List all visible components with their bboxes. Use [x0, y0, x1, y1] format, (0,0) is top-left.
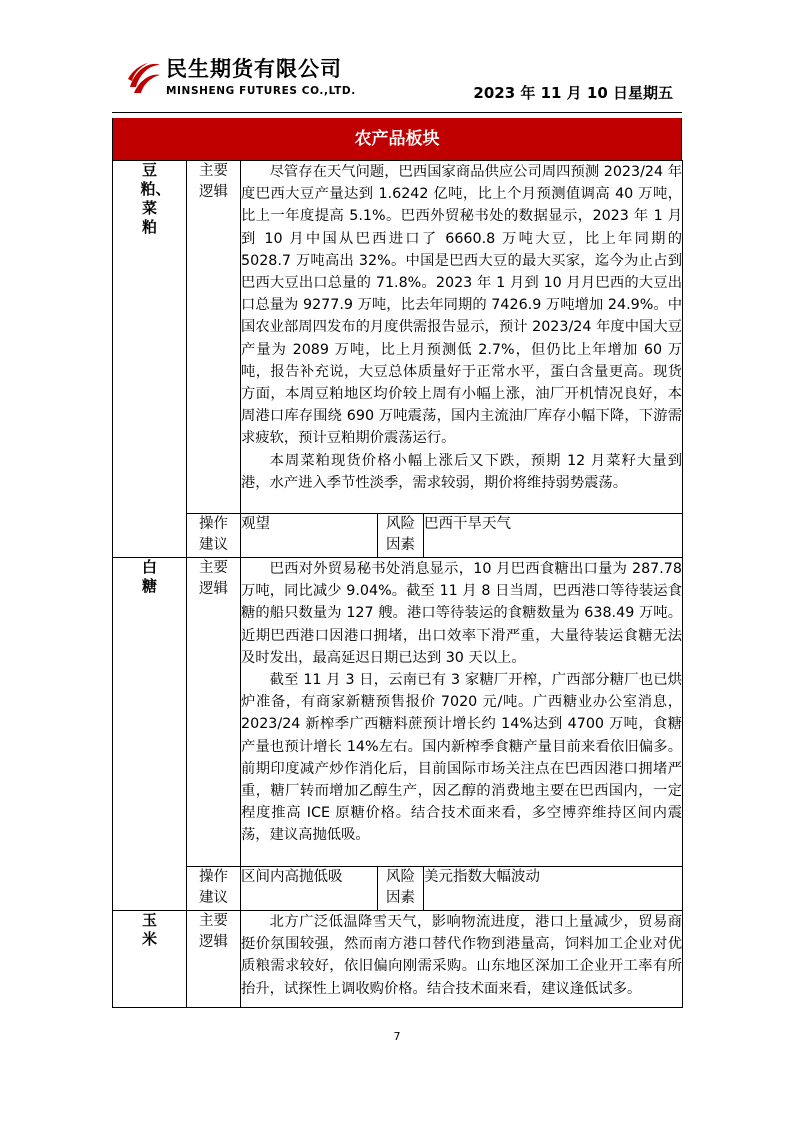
risk-label: 风险因素 — [378, 514, 424, 558]
commodity-name-cell — [113, 161, 187, 558]
header-divider — [112, 112, 682, 113]
risk-value: 巴西干旱天气 — [424, 514, 683, 558]
operation-label: 操作建议 — [187, 867, 241, 911]
risk-value: 美元指数大幅波动 — [424, 867, 683, 911]
minsheng-swoosh-logo-icon — [126, 57, 162, 97]
operation-value: 区间内高抛低吸 — [241, 867, 378, 911]
commodity-name: 白糖 — [141, 558, 157, 595]
table-row — [113, 161, 683, 514]
commodity-name-cell — [113, 911, 187, 1008]
logic-paragraph: 巴西对外贸易秘书处消息显示，10 月巴西食糖出口量为 287.78 万吨，同比减少 9.04%。截至 11 月 8 日当周，巴西港口等待装运食糖的船只数量为 127 艘。港口等待装运的食糖数量为 638.49 万吨。近期巴西港口因港口拥堵，出口效率下滑严重，大量待装运食糖无法及时发出，最高延迟日期已达到 30 天以上。 — [241, 561, 682, 666]
logic-label: 主要逻辑 — [187, 558, 241, 867]
operation-value: 观望 — [241, 514, 378, 558]
company-logo — [126, 53, 366, 103]
logic-content — [241, 558, 683, 867]
commodity-table — [112, 160, 683, 1008]
commodity-name: 豆粕、菜粕 — [140, 161, 171, 236]
logic-paragraph: 截至 11 月 3 日，云南已有 3 家糖厂开榨，广西部分糖厂也已烘炉准备，有商家新糖预售报价 7020 元/吨。广西糖业办公室消息，2023/24 新榨季广西糖料蔗预计增长约 14%达到 4700 万吨，食糖产量也预计增长 14%左右。国内新榨季食糖产量目前来看依旧偏多。前期印度减产炒作消化后，目前国际市场关注点在巴西因港口拥堵严重，糖厂转而增加乙醇生产，因乙醇的消费地主要在巴西国内，一定程度推高 ICE 原糖价格。结合技术面来看，多空博弈维持区间内震荡，建议高抛低吸。 — [241, 672, 682, 844]
commodity-name: 玉米 — [141, 911, 157, 948]
table-row — [113, 558, 683, 867]
section-title: 农产品板块 — [112, 118, 682, 160]
report-date: 2023 年 11 月 10 日星期五 — [473, 84, 673, 102]
logic-paragraph: 北方广泛低温降雪天气，影响物流进度，港口上量减少，贸易商挺价氛围较强，然而南方港口替代作物到港量高，饲料加工企业对优质粮需求较好，依旧偏向刚需采购。山东地区深加工企业开工率有所抬升，试探性上调收购价格。结合技术面来看，建议逢低试多。 — [241, 914, 682, 997]
logic-content — [241, 911, 683, 1008]
risk-label: 风险因素 — [378, 867, 424, 911]
company-name-en: MINSHENG FUTURES CO.,LTD. — [166, 85, 356, 97]
page-number: 7 — [393, 1030, 401, 1043]
logic-label: 主要逻辑 — [187, 911, 241, 1008]
logic-paragraph: 本周菜粕现货价格小幅上涨后又下跌，预期 12 月菜籽大量到港，水产进入季节性淡季，需求较弱，期价将维持弱势震荡。 — [241, 452, 682, 491]
logic-label: 主要逻辑 — [187, 161, 241, 514]
table-row — [113, 867, 683, 911]
logic-content — [241, 161, 683, 514]
table-row — [113, 911, 683, 1008]
company-name-cn: 民生期货有限公司 — [166, 57, 342, 81]
commodity-name-cell — [113, 558, 187, 911]
logic-paragraph: 尽管存在天气问题，巴西国家商品供应公司周四预测 2023/24 年度巴西大豆产量达到 1.6242 亿吨，比上个月预测值调高 40 万吨，比上一年度提高 5.1%。巴西外贸秘书处的数据显示，2023 年 1 月到 10 月中国从巴西进口了 6660.8 万吨大豆，比上年同期的 5028.7 万吨高出 32%。中国是巴西大豆的最大买家，迄今为止占到巴西大豆出口总量的 71.8%。2023 年 1 月到 10 月月巴西的大豆出口总量为 9277.9 万吨，比去年同期的 7426.9 万吨增加 24.9%。中国农业部周四发布的月度供需报告显示，预计 2023/24 年度中国大豆产量为 2089 万吨，比上月预测低 2.7%，但仍比上年增加 60 万吨，报告补充说，大豆总体质量好于正常水平，蛋白含量更高。现货方面，本周豆粕地区均价较上周有小幅上涨，油厂开机情况良好，本周港口库存围绕 690 万吨震荡，国内主流油厂库存小幅下降，下游需求疲软，预计豆粕期价震荡运行。 — [241, 164, 682, 447]
table-row — [113, 514, 683, 558]
operation-label: 操作建议 — [187, 514, 241, 558]
